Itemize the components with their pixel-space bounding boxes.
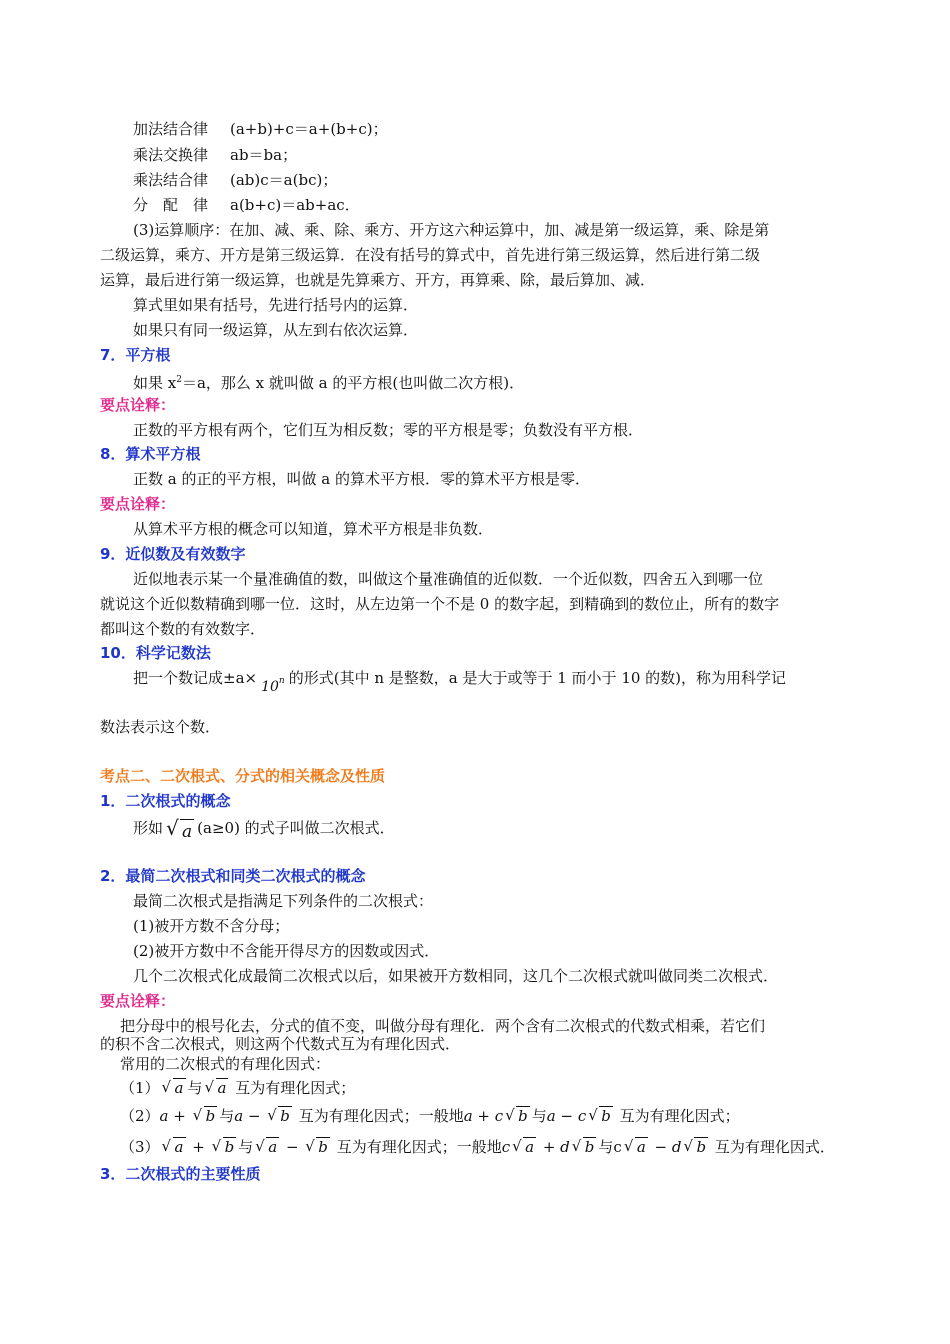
item-number: （1）	[120, 1079, 160, 1097]
square-root-definition	[133, 370, 524, 393]
arithmetic-root-note: 从算术平方根的概念可以知道，算术平方根是非负数．	[133, 520, 494, 538]
formula-tail: 互为有理化因式；	[235, 1079, 356, 1097]
factor-formula-3: （3）√ a + √ b 与√ a − √ b 互为有理化因式；一般地c√ a + d√ b 与c√ a − d√ b 互为有理化因式．	[120, 1137, 835, 1157]
conj-yu: 与	[187, 1079, 203, 1097]
law-distrib	[133, 195, 360, 215]
power-of-ten	[261, 671, 285, 697]
sqrt-b: √ b	[267, 1106, 292, 1126]
law-mul-assoc	[133, 170, 337, 190]
sqrt-b: √ b	[193, 1106, 218, 1126]
law-name: 分 配 律	[133, 196, 209, 214]
sqrt-b: √ b	[305, 1137, 330, 1157]
common-factors: 常用的二次根式的有理化因式：	[120, 1055, 331, 1073]
def-part: ＝a，那么 x 就叫做 a 的平方根(也叫做二次方根)．	[181, 374, 525, 392]
def-part: 如果 x	[133, 374, 177, 392]
approx-line-3: 都叫这个数的有效数字．	[100, 620, 266, 638]
law-mul-comm	[133, 145, 297, 165]
sci-post: 的形式(其中 n 是整数，a 是大于或等于 1 而小于 10 的数)，称为用科学记	[288, 669, 787, 687]
factor-formula-2: （2）a + √ b 与a − √ b 互为有理化因式；一般地a + c√ b 与a − c√ b 互为有理化因式；	[120, 1106, 740, 1126]
conj-yu: 与	[238, 1138, 254, 1156]
sqrt-b: √ b	[212, 1137, 237, 1157]
factor-formula-1	[120, 1078, 355, 1098]
sqrt-b: √ b	[572, 1137, 597, 1157]
sqrt-a: √ a	[162, 1078, 186, 1098]
heading-approximation: 9．近似数及有效数字	[100, 545, 246, 563]
sqrt-a: √ a	[162, 1137, 186, 1157]
sqrt-symbol	[166, 822, 194, 842]
order-line-1: (3)运算顺序：在加、减、乘、除、乘方、开方这六种运算中，加、减是第一级运算，乘、除是第	[133, 221, 770, 239]
condition-1: (1)被开方数不含分母；	[133, 917, 290, 935]
sqrt-a: √ a	[205, 1078, 229, 1098]
heading-radical-properties: 3．二次根式的主要性质	[100, 1165, 261, 1183]
section-title: 考点二、二次根式、分式的相关概念及性质	[100, 767, 386, 785]
def-post: (a≥0) 的式子叫做二次根式．	[197, 819, 395, 837]
arithmetic-root-definition: 正数 a 的正的平方根，叫做 a 的算术平方根．零的算术平方根是零．	[133, 470, 590, 488]
law-formula: (ab)c＝a(bc)；	[230, 171, 338, 189]
formula-tail: 互为有理化因式；	[619, 1107, 740, 1125]
sqrt-b: √ b	[588, 1106, 613, 1126]
law-name: 加法结合律	[133, 120, 209, 138]
approx-line-2: 就说这个近似数精确到哪一位．这时，从左边第一个不是 0 的数字起，到精确到的数位止，所有的数字	[100, 595, 780, 613]
sqrt-a: √ a	[624, 1137, 648, 1157]
order-line-3: 运算，最后进行第一级运算，也就是先算乘方、开方，再算乘、除，最后算加、减．	[100, 271, 656, 289]
rationalize-line-2: 的积不含二次根式，则这两个代数式互为有理化因式．	[100, 1035, 461, 1053]
square-root-note: 正数的平方根有两个，它们互为相反数；零的平方根是零；负数没有平方根．	[133, 421, 644, 439]
conj-yu: 与	[598, 1138, 614, 1156]
sci-notation-line-2: 数法表示这个数．	[100, 718, 221, 736]
heading-square-root: 7．平方根	[100, 346, 171, 364]
def-pre: 形如	[133, 819, 164, 837]
order-line-2: 二级运算，乘方、开方是第三级运算．在没有括号的算式中，首先进行第三级运算，然后进行第二级	[100, 246, 761, 264]
approx-line-1: 近似地表示某一个量准确值的数，叫做这个量准确值的近似数．一个近似数，四舍五入到哪一位	[133, 570, 764, 588]
sqrt-a: √ a	[512, 1137, 536, 1157]
sqrt-b: √ b	[505, 1106, 530, 1126]
sci-notation-line-1	[133, 668, 786, 697]
heading-arithmetic-root: 8．算术平方根	[100, 445, 201, 463]
similar-radicals: 几个二次根式化成最简二次根式以后，如果被开方数相同，这几个二次根式就叫做同类二次根式．	[133, 967, 779, 985]
heading-scientific-notation: 10．科学记数法	[100, 644, 211, 662]
pow-exponent: n	[278, 676, 285, 686]
law-add-assoc	[133, 119, 388, 139]
order-same-level: 如果只有同一级运算，从左到右依次运算．	[133, 321, 419, 339]
superscript: 2	[176, 375, 182, 385]
radical-definition	[133, 818, 395, 842]
formula-mid: 互为有理化因式；一般地	[336, 1138, 502, 1156]
law-formula: (a+b)+c＝a+(b+c)；	[230, 120, 388, 138]
conj-yu: 与	[219, 1107, 235, 1125]
item-number: （2）	[120, 1107, 160, 1125]
simplest-intro: 最简二次根式是指满足下列条件的二次根式：	[133, 892, 434, 910]
conj-yu: 与	[531, 1107, 547, 1125]
order-brackets: 算式里如果有括号，先进行括号内的运算．	[133, 296, 419, 314]
sqrt-a: √ a	[255, 1137, 279, 1157]
rationalize-line-1: 把分母中的根号化去，分式的值不变，叫做分母有理化．两个含有二次根式的代数式相乘，若它们	[120, 1017, 766, 1035]
key-point-label: 要点诠释：	[100, 396, 176, 414]
heading-simplest-radical: 2．最简二次根式和同类二次根式的概念	[100, 867, 366, 885]
law-name: 乘法结合律	[133, 171, 209, 189]
formula-mid: 互为有理化因式；一般地	[298, 1107, 464, 1125]
sci-pre: 把一个数记成±a×	[133, 669, 258, 687]
sqrt-b: √ b	[683, 1137, 708, 1157]
heading-quadratic-radical: 1．二次根式的概念	[100, 792, 231, 810]
law-formula: a(b+c)＝ab+ac．	[230, 196, 360, 214]
key-point-label: 要点诠释：	[100, 992, 176, 1010]
key-point-label: 要点诠释：	[100, 495, 176, 513]
item-number: （3）	[120, 1138, 160, 1156]
pow-base: 10	[261, 679, 279, 695]
law-formula: ab＝ba；	[230, 146, 298, 164]
law-name: 乘法交换律	[133, 146, 209, 164]
radicand: a	[180, 819, 194, 842]
formula-tail: 互为有理化因式．	[714, 1138, 835, 1156]
condition-2: (2)被开方数中不含能开得尽方的因数或因式．	[133, 942, 440, 960]
